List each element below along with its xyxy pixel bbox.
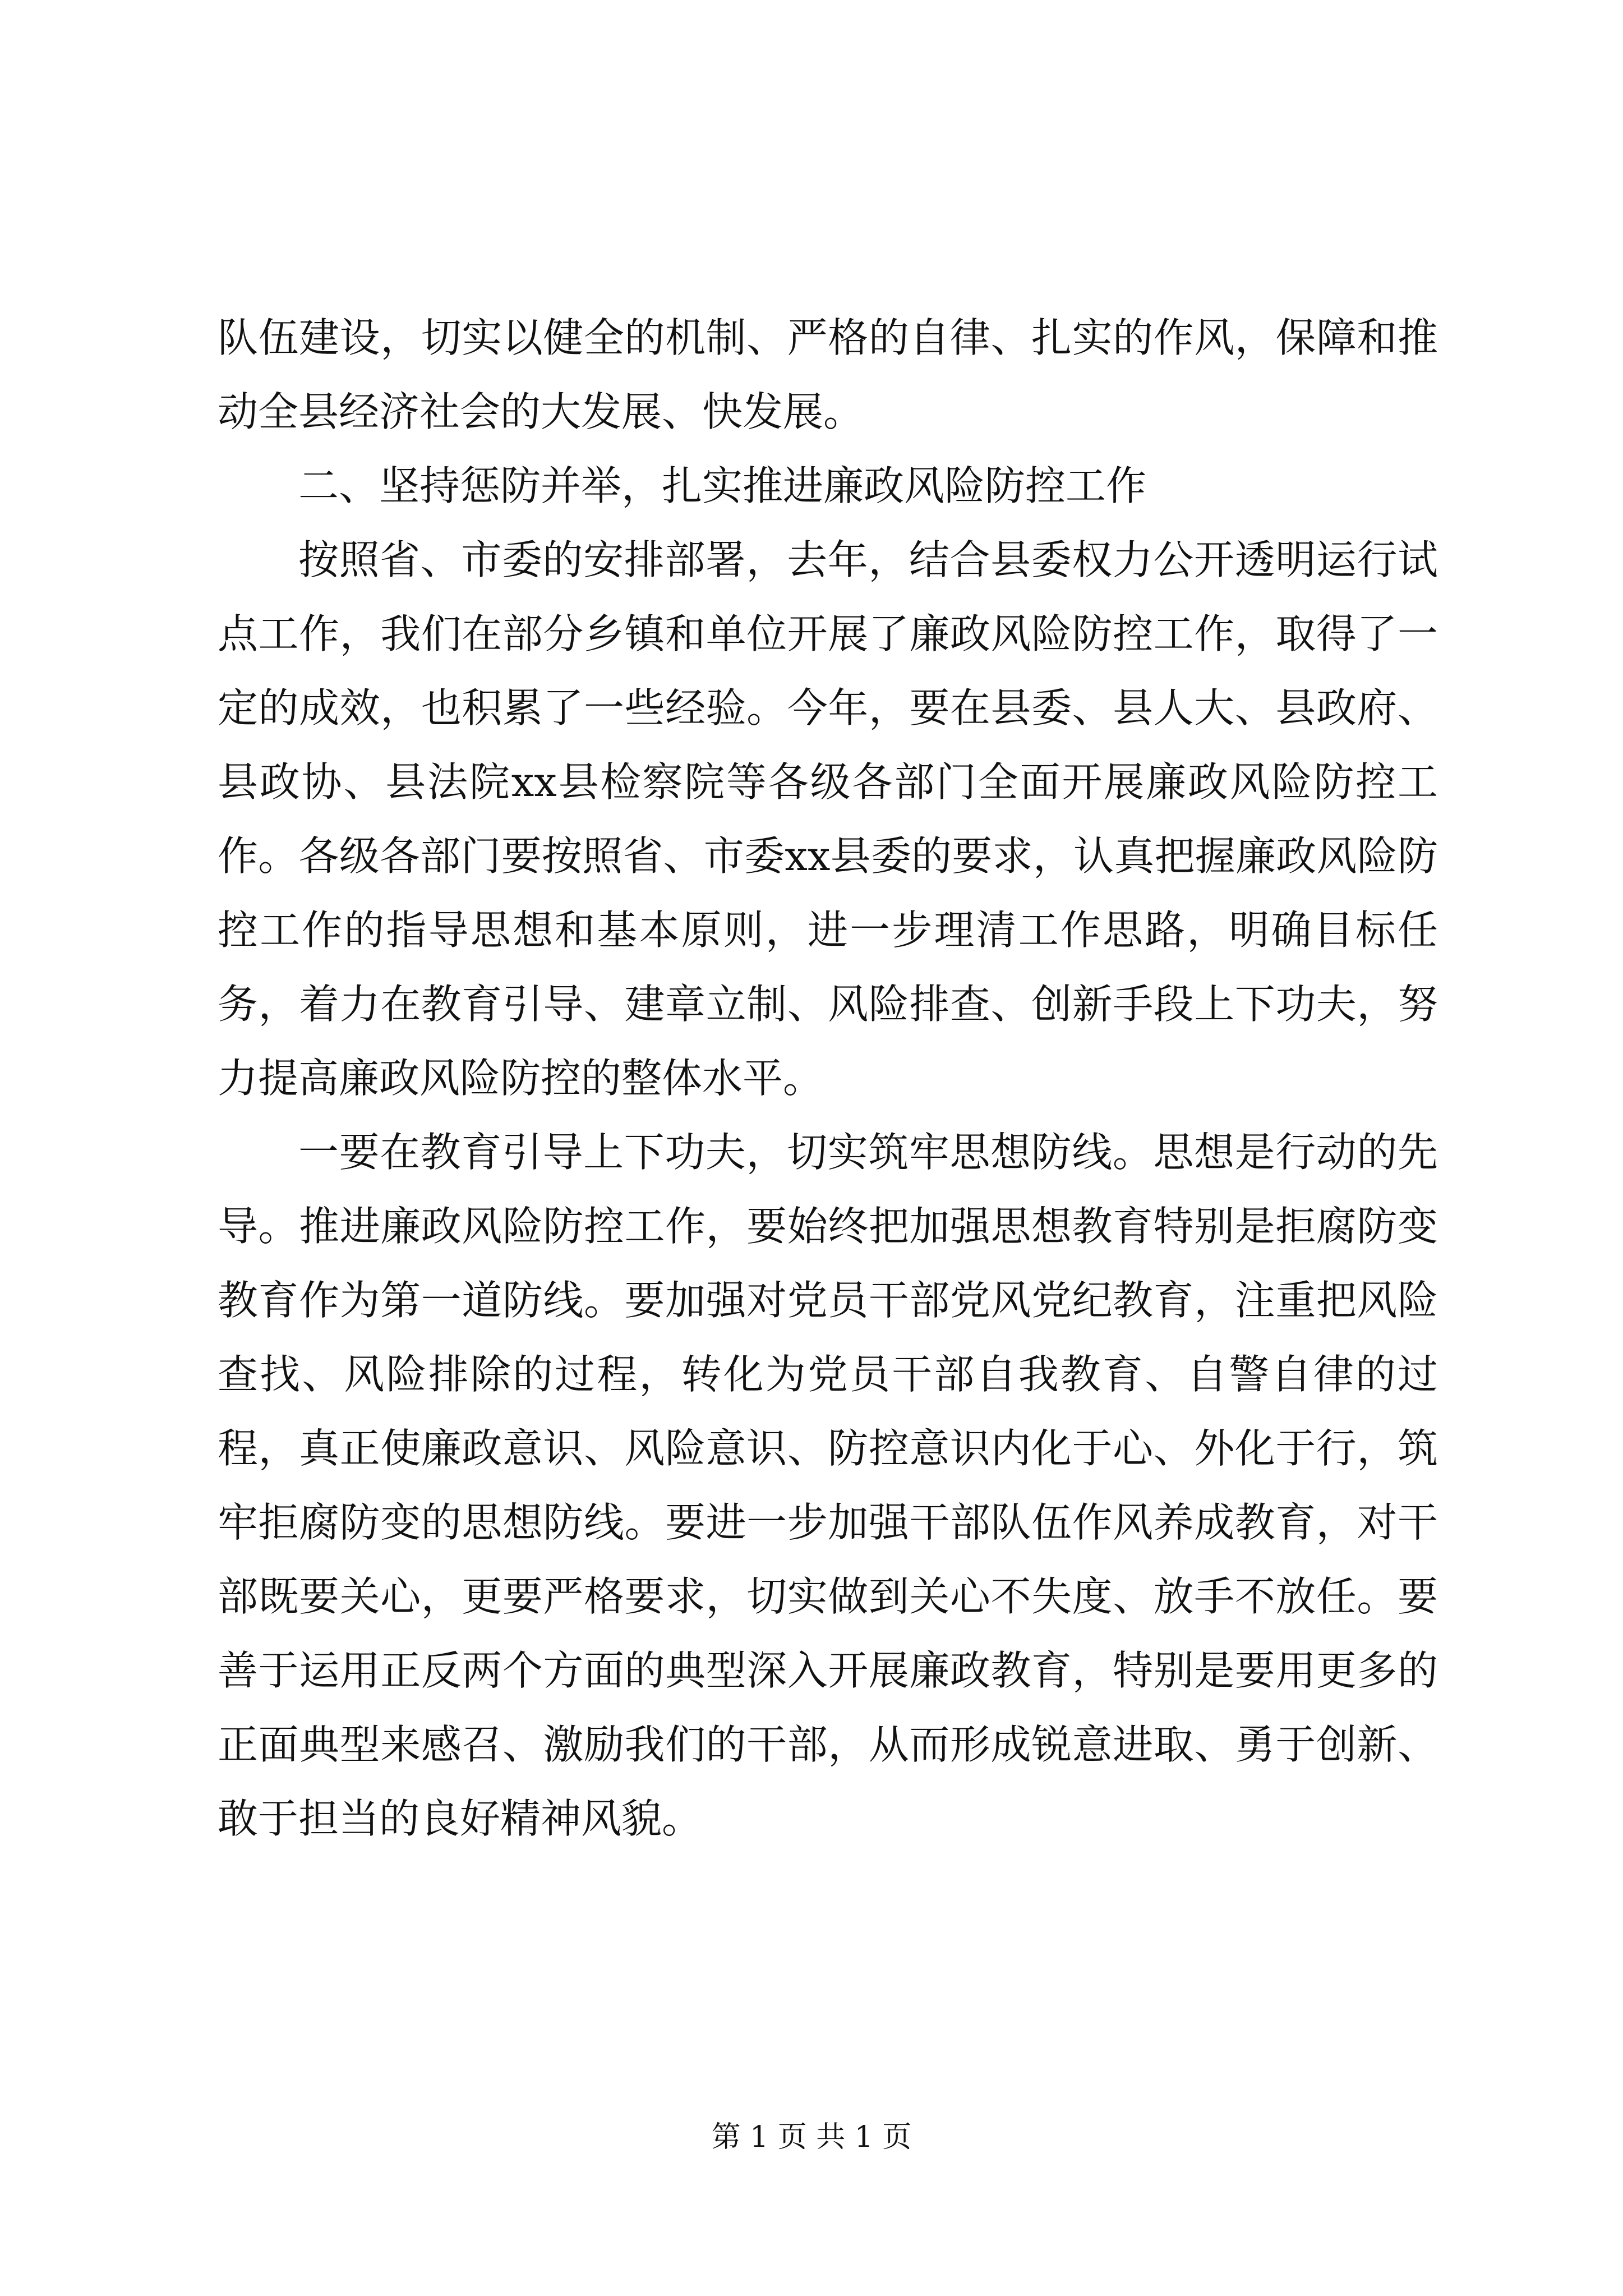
paragraph: 按照省、市委的安排部署，去年，结合县委权力公开透明运行试点工作，我们在部分乡镇和单位开展了廉政风险防控工作，取得了一定的成效，也积累了一些经验。今年，要在县委、县人大、县政府、县政协、县法院xx县检察院等各级各部门全面开展廉政风险防控工作。各级各部门要按照省、市委xx县委的要求，认真把握廉政风险防控工作的指导思想和基本原则，进一步理清工作思路，明确目标任务，着力在教育引导、建章立制、风险排查、创新手段上下功夫，努力提高廉政风险防控的整体水平。: [218, 536, 1438, 1102]
paragraph: 一要在教育引导上下功夫，切实筑牢思想防线。思想是行动的先导。推进廉政风险防控工作，要始终把加强思想教育特别是拒腐防变教育作为第一道防线。要加强对党员干部党风党纪教育，注重把风险查找、风险排除的过程，转化为党员干部自我教育、自警自律的过程，真正使廉政意识、风险意识、防控意识内化于心、外化于行，筑牢拒腐防变的思想防线。要进一步加强干部队伍作风养成教育，对干部既要关心，更要严格要求，切实做到关心不失度、放手不放任。要善于运用正反两个方面的典型深入开展廉政教育，特别是要用更多的正面典型来感召、激励我们的干部，从而形成锐意进取、勇于创新、敢于担当的良好精神风貌。: [218, 1129, 1438, 1842]
page-footer: 第 1 页 共 1 页: [711, 2120, 912, 2154]
document-body: [218, 301, 1438, 1856]
paragraph-continuation: 队伍建设，切实以健全的机制、严格的自律、扎实的作风，保障和推动全县经济社会的大发展、快发展。: [218, 314, 1438, 435]
section-heading: 二、坚持惩防并举，扎实推进廉政风险防控工作: [298, 462, 1147, 509]
